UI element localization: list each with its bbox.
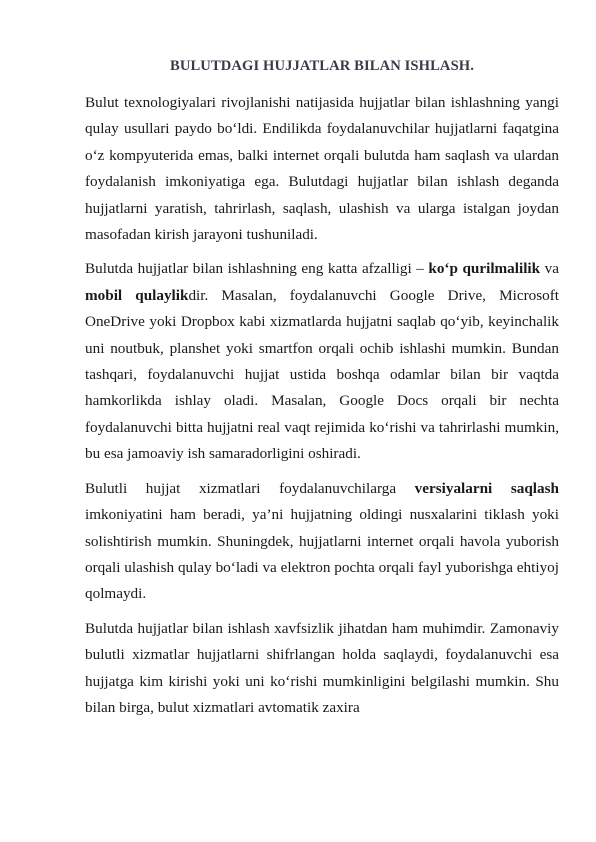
paragraph-advantages-middle: va [540,260,559,278]
paragraph-security-text: Bulutda hujjatlar bilan ishlash xavfsizlik jihatdan ham muhimdir. Zamonaviy bulutli xizmatlar hujjatlarni shifrlangan holda saqlaydi, foydalanuvchi esa hujjatga kim kirishi yoki uni koʻrishi mumkinligini belgilashi mumkin. Shu bilan birga, bulut xizmatlari avtomatik zaxira [85,619,559,716]
paragraph-versions-after: imkoniyatini ham beradi, ya’ni hujjatning oldingi nusxalarini tiklash yoki solishtirish mumkin. Shuningdek, hujjatlarni internet orqali havola yuborish orqali ulashish qulay boʻladi va elektron pochta orqali fayl yuborishga ehtiyoj qolmaydi. [85,506,559,603]
paragraph-versions [85,476,559,608]
paragraph-versions-before: Bulutli hujjat xizmatlari foydalanuvchilarga [85,479,415,497]
document-page [85,56,559,729]
bold-version-saving: versiyalarni saqlash [414,479,559,497]
paragraph-security [85,616,559,722]
paragraph-intro-text: Bulut texnologiyalari rivojlanishi natijasida hujjatlar bilan ishlashning yangi qulay usullari paydo boʻldi. Endilikda foydalanuvchilar hujjatlarni faqatgina oʻz kompyuterida emas, balki internet orqali bulutda ham saqlash va ulardan foydalanish imkoniyatiga ega. Bulutdagi hujjatlar bilan ishlash deganda hujjatlarni yaratish, tahrirlash, saqlash, ulashish va ularga istalgan joydan masofadan kirish jarayoni tushuniladi. [85,94,559,244]
paragraph-advantages-after: dir. Masalan, foydalanuvchi Google Drive, Microsoft OneDrive yoki Dropbox kabi xizmatlarda hujjatni saqlab qoʻyib, keyinchalik uni noutbuk, planshet yoki smartfon orqali ochib ishlashi mumkin. Bundan tashqari, foydalanuvchi hujjat ustida boshqa odamlar bilan bir vaqtda hamkorlikda ishlay oladi. Masalan, Google Docs orqali bir nechta foydalanuvchi bitta hujjatni real vaqt rejimida koʻrishi va tahrirlashi mumkin, bu esa jamoaviy ish samaradorligini oshiradi. [85,286,560,463]
paragraph-advantages-before: Bulutda hujjatlar bilan ishlashning eng katta afzalligi – [85,260,429,278]
paragraph-intro [85,90,559,248]
bold-multi-device: koʻp qurilmalilik [428,260,541,278]
bold-mobile-convenience: mobil qulaylik [85,286,189,304]
paragraph-advantages [85,256,559,467]
document-title: BULUTDAGI HUJJATLAR BILAN ISHLASH. [170,58,474,74]
